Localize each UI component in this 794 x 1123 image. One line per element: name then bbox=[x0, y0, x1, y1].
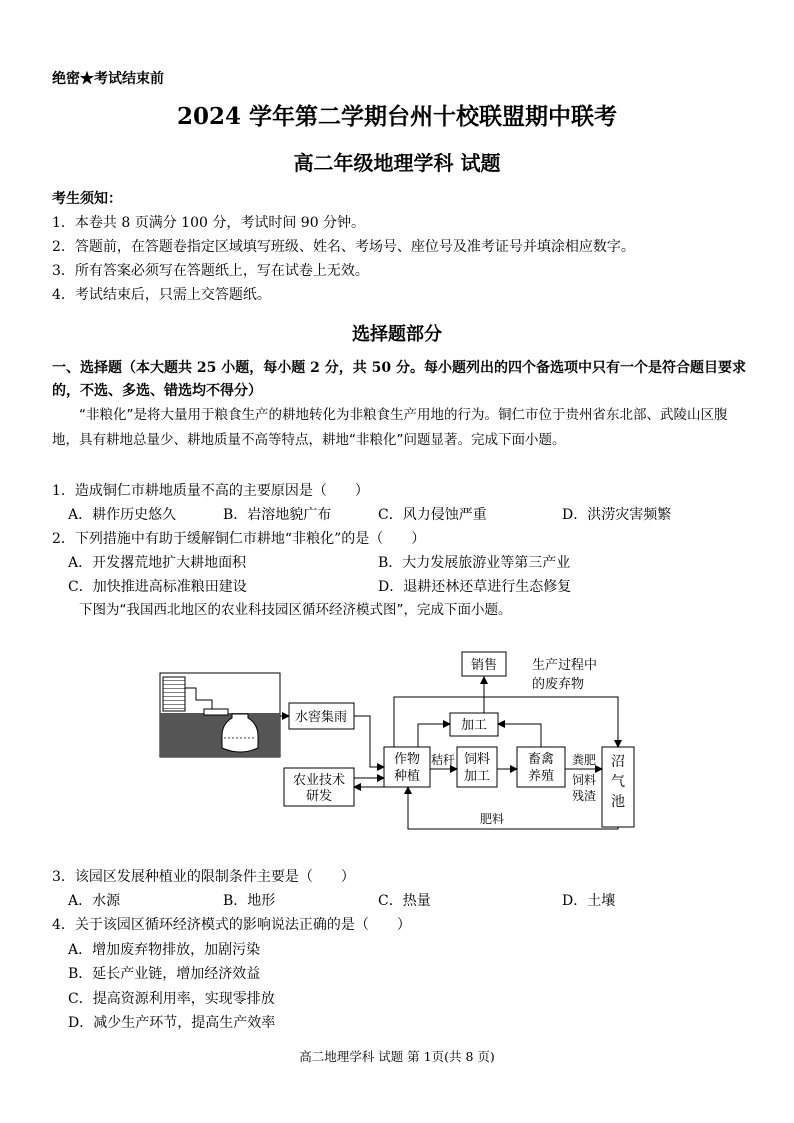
question-1-stem: 1．造成铜仁市耕地质量不高的主要原因是（ ） bbox=[52, 483, 369, 499]
question-4-stem: 4．关于该园区循环经济模式的影响说法正确的是（ ） bbox=[52, 917, 411, 933]
question-3-stem: 3．该园区发展种植业的限制条件主要是（ ） bbox=[52, 869, 355, 885]
biogas-label-2: 气 bbox=[611, 774, 625, 790]
question-1-option-a: A．耕作历史悠久 bbox=[68, 507, 177, 523]
crop-label-1: 作物 bbox=[393, 752, 421, 767]
passage-intro: “非粮化”是将大量用于粮食生产的耕地转化为非粮食生产用地的行为。铜仁市位于贵州省东北部、武陵山区腹地，具有耕地总量少、耕地质量不高等特点，耕地“非粮化”问题显著。完成下面小题。 bbox=[52, 407, 728, 448]
sales-label: 销售 bbox=[470, 658, 498, 673]
tech-rd-label-2: 研发 bbox=[305, 789, 333, 804]
question-3-option-a: A．水源 bbox=[68, 893, 121, 909]
question-3-option-b: B．地形 bbox=[223, 893, 276, 909]
question-4-option-b: B．延长产业链，增加经济效益 bbox=[68, 966, 261, 982]
crop-label-2: 种植 bbox=[393, 769, 421, 784]
notice-item: 3．所有答案必须写在答题纸上，写在试卷上无效。 bbox=[52, 263, 369, 279]
notice-item: 4．考试结束后，只需上交答题纸。 bbox=[52, 287, 271, 303]
question-4-option-c: C．提高资源利用率，实现零排放 bbox=[68, 991, 275, 1007]
question-4-option-d: D．减少生产环节，提高生产效率 bbox=[68, 1015, 276, 1031]
question-2-stem: 2．下列措施中有助于缓解铜仁市耕地“非粮化”的是（ ） bbox=[52, 531, 426, 547]
notice-item: 2．答题前，在答题卷指定区域填写班级、姓名、考场号、座位号及准考证号并填涂相应数字。 bbox=[52, 239, 635, 255]
question-4-option-a: A．增加废弃物排放，加剧污染 bbox=[68, 942, 261, 958]
feed-residue-label-2: 残渣 bbox=[571, 789, 597, 803]
section-title: 选择题部分 bbox=[352, 324, 442, 345]
manure-label: 粪肥 bbox=[571, 753, 597, 767]
question-2-option-b: B．大力发展旅游业等第三产业 bbox=[378, 555, 571, 571]
question-1-option-d: D．洪涝灾害频繁 bbox=[562, 507, 672, 523]
part-heading: 一、选择题（本大题共 25 小题，每小题 2 分，共 50 分。每小题列出的四个备选项中只有一个是符合题目要求的，不选、多选、错选均不得分） bbox=[52, 360, 746, 399]
waste-label-1: 生产过程中 bbox=[532, 658, 598, 673]
diagram-intro: 下图为“我国西北地区的农业科技园区循环经济模式图”，完成下面小题。 bbox=[79, 602, 512, 618]
biogas-label-3: 池 bbox=[611, 794, 625, 810]
confidential-label: 绝密★考试结束前 bbox=[52, 71, 164, 87]
water-cellar-illustration bbox=[160, 673, 280, 757]
biogas-label-1: 沼 bbox=[611, 754, 625, 770]
feed-processing-label-2: 加工 bbox=[463, 769, 491, 784]
question-3-option-c: C．热量 bbox=[378, 893, 431, 909]
circular-economy-diagram bbox=[0, 640, 794, 840]
question-2-option-a: A．开发撂荒地扩大耕地面积 bbox=[68, 555, 247, 571]
exam-subtitle: 高二年级地理学科 试题 bbox=[293, 151, 501, 175]
notice-item: 1．本卷共 8 页满分 100 分，考试时间 90 分钟。 bbox=[52, 215, 366, 231]
page-footer: 高二地理学科 试题 第 1页(共 8 页) bbox=[299, 1049, 495, 1064]
question-3-option-d: D．土壤 bbox=[562, 893, 616, 909]
straw-label: 秸秆 bbox=[430, 753, 456, 767]
livestock-label-2: 养殖 bbox=[527, 769, 555, 784]
processing-label: 加工 bbox=[460, 718, 488, 733]
feed-processing-label-1: 饲料 bbox=[463, 752, 491, 767]
question-1-option-b: B．岩溶地貌广布 bbox=[223, 507, 332, 523]
feed-residue-label-1: 饲料 bbox=[571, 773, 597, 787]
question-1-option-c: C．风力侵蚀严重 bbox=[378, 507, 487, 523]
water-cellar-label: 水窖集雨 bbox=[294, 710, 348, 725]
fertilizer-label: 肥料 bbox=[479, 812, 505, 826]
exam-title: 2024 学年第二学期台州十校联盟期中联考 bbox=[176, 103, 618, 130]
question-2-option-d: D．退耕还林还草进行生态修复 bbox=[378, 579, 572, 595]
waste-label-2: 的废弃物 bbox=[532, 677, 585, 692]
tech-rd-label-1: 农业技术 bbox=[292, 773, 346, 788]
question-2-option-c: C．加快推进高标准粮田建设 bbox=[68, 579, 247, 595]
livestock-label-1: 畜禽 bbox=[527, 752, 555, 767]
notice-heading: 考生须知： bbox=[52, 191, 122, 207]
